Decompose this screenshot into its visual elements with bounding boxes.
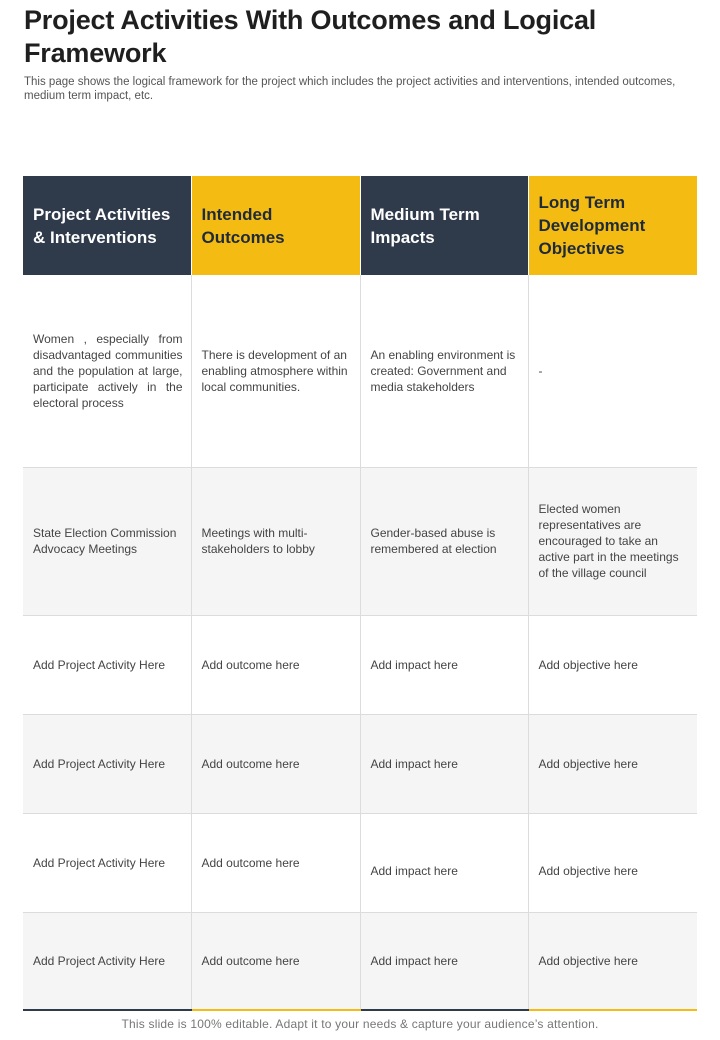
- header-intended-outcomes: Intended Outcomes: [191, 176, 360, 275]
- cell-activity: Add Project Activity Here: [23, 714, 191, 813]
- cell-objective: Add objective here: [528, 912, 697, 1010]
- logical-framework-table: [23, 176, 697, 1011]
- cell-outcome: There is development of an enabling atmosphere within local communities.: [191, 275, 360, 467]
- table-row: [23, 714, 697, 813]
- table-row: [23, 813, 697, 912]
- cell-activity: Add Project Activity Here: [23, 912, 191, 1010]
- footer-note: This slide is 100% editable. Adapt it to your needs & capture your audience’s attention.: [121, 1017, 599, 1031]
- page-title: Project Activities With Outcomes and Logical Framework: [24, 5, 597, 68]
- cell-impact: Gender-based abuse is remembered at election: [360, 467, 528, 615]
- cell-activity: Add Project Activity Here: [23, 615, 191, 714]
- cell-impact: Add impact here: [360, 813, 528, 912]
- cell-activity: Women , especially from disadvantaged communities and the population at large, participate actively in the electoral process: [23, 275, 191, 467]
- page-subtitle: This page shows the logical framework for the project which includes the project activities and interventions, intended outcomes, medium term impact, etc.: [24, 76, 676, 102]
- cell-objective: Add objective here: [528, 615, 697, 714]
- table-header-row: [23, 176, 697, 275]
- header-project-activities: Project Activities & Interventions: [23, 176, 191, 275]
- cell-objective: Add objective here: [528, 714, 697, 813]
- cell-outcome: Add outcome here: [191, 615, 360, 714]
- table-row: [23, 275, 697, 467]
- cell-outcome: Add outcome here: [191, 714, 360, 813]
- header-long-term-objectives: Long Term Development Objectives: [528, 176, 697, 275]
- cell-impact: An enabling environment is created: Government and media stakeholders: [360, 275, 528, 467]
- cell-objective: -: [528, 275, 697, 467]
- cell-outcome: Meetings with multi-stakeholders to lobby: [191, 467, 360, 615]
- cell-objective: Add objective here: [528, 813, 697, 912]
- cell-activity: Add Project Activity Here: [23, 813, 191, 912]
- table-row: [23, 467, 697, 615]
- cell-impact: Add impact here: [360, 615, 528, 714]
- header-medium-term-impacts: Medium Term Impacts: [360, 176, 528, 275]
- cell-impact: Add impact here: [360, 912, 528, 1010]
- table-row: [23, 615, 697, 714]
- cell-outcome: Add outcome here: [191, 813, 360, 912]
- cell-objective: Elected women representatives are encouraged to take an active part in the meetings of the village council: [528, 467, 697, 615]
- cell-activity: State Election Commission Advocacy Meetings: [23, 467, 191, 615]
- table-row: [23, 912, 697, 1010]
- cell-outcome: Add outcome here: [191, 912, 360, 1010]
- cell-impact: Add impact here: [360, 714, 528, 813]
